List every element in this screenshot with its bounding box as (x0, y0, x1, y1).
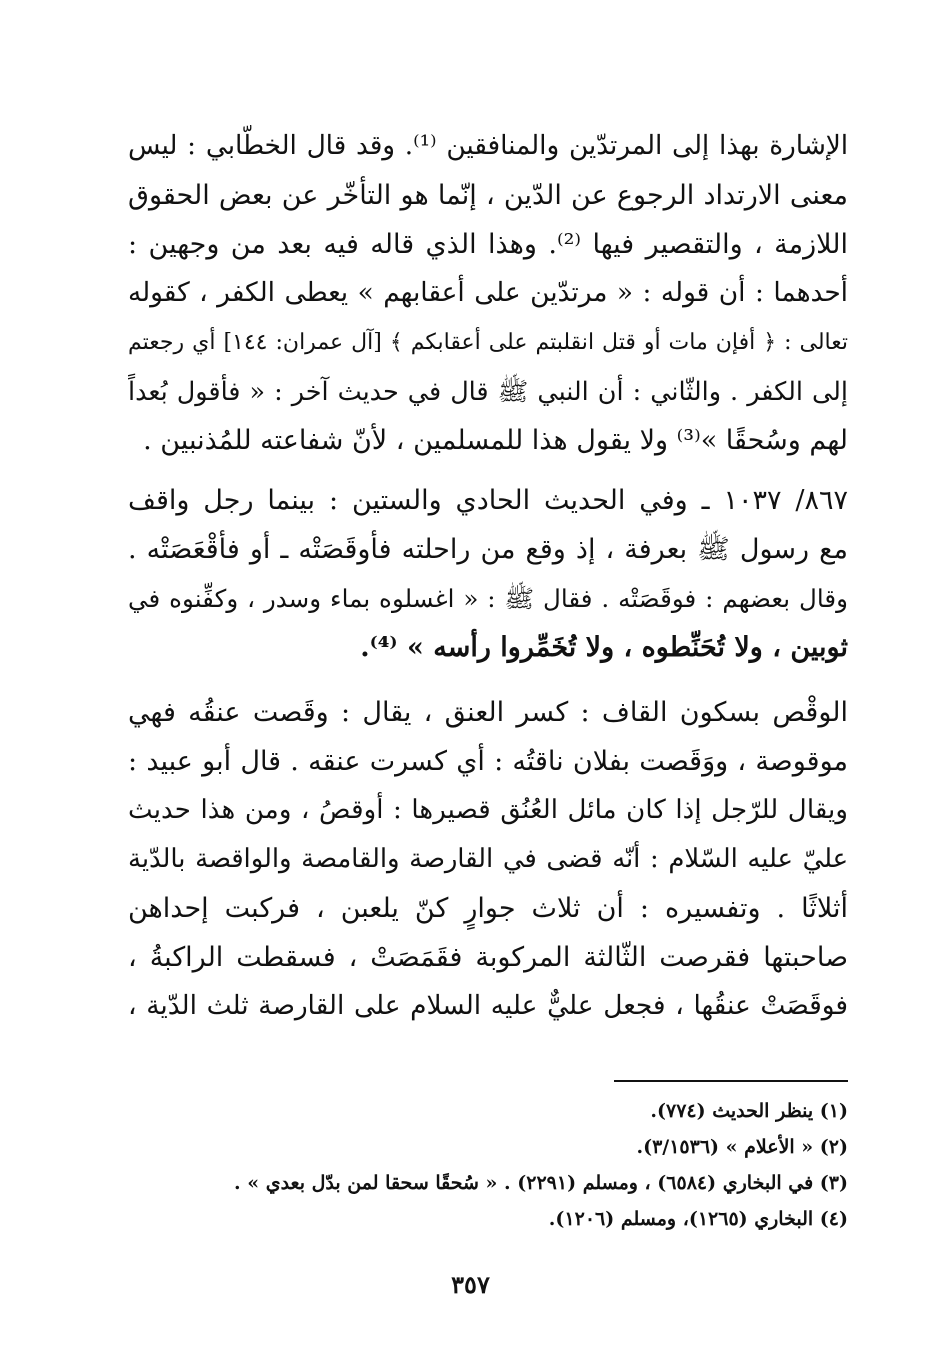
text-line: موقوصة ، ووَقَصت بفلان ناقتُه : أي كسرت عنقه . قال أبو عبيد : (128, 746, 848, 777)
footnote: (٢) « الأعلام » (٣/١٥٣٦). (636, 1136, 848, 1158)
text-line: إلى الكفر . والثّاني : أن النبي ﷺ قال في حديث آخر : « فأقول بُعداً (128, 376, 848, 406)
text-line: عليّ عليه السّلام : أنّه قضى في القارصة والقامصة والواقصة بالدّية (128, 844, 848, 874)
footnote: (٤) البخاري (١٢٦٥)، ومسلم (١٢٠٦). (548, 1208, 848, 1230)
text-line: وقال بعضهم : فوقَصَتْه . فقال ﷺ : « اغسلوه بماء وسدر ، وكفِّنوه في (128, 584, 848, 613)
footnotes (128, 1093, 848, 1237)
paragraph-2-hadith (128, 476, 848, 672)
page-number: ٣٥٧ (451, 1270, 490, 1299)
text-line: ثوبين ، ولا تُحَنِّطوه ، ولا تُخَمِّروا رأسه » ⁽⁴⁾. (360, 632, 848, 663)
footnote: (١) ينظر الحديث (٧٧٤). (650, 1100, 848, 1122)
text-line: الإشارة بهذا إلى المرتدّين والمنافقين ⁽¹⁾. وقد قال الخطّابي : ليس (128, 131, 848, 161)
footnote-separator (614, 1080, 848, 1082)
paragraph-1 (128, 122, 848, 465)
text-line: لهم وسُحقًا »⁽³⁾ ولا يقول هذا للمسلمين ، لأنّ شفاعته للمُذنبين . (143, 425, 848, 456)
text-line: أحدهما : أن قوله : « مرتدّين على أعقابهم » يعطى الكفر ، كقوله (128, 278, 848, 308)
hadith-heading-line: ٨٦٧/ ١٠٣٧ ـ وفي الحديث الحادي والستين : بينما رجل واقف (128, 485, 848, 516)
text-line: ويقال للرّجل إذا كان مائل العُنُق قصيرها : أوقصُ ، ومن هذا حديث (128, 795, 848, 825)
footnote: (٣) في البخاري (٦٥٨٤) ، ومسلم (٢٢٩١) . « سُحقًا سحقا لمن بدّل بعدي » . (233, 1172, 848, 1194)
text-line: فوقَصَتْ عنقُها ، فجعل عليٌّ عليه السلام على القارصة ثلث الدّية ، (128, 991, 848, 1021)
text-line: أثلاثًا . وتفسيره : أن ثلاث جوارٍ كنّ يلعبن ، فركبت إحداهن (128, 893, 848, 924)
text-line: تعالى : ﴿ أفإن مات أو قتل انقلبتم على أعقابكم ﴾ [آل عمران: ١٤٤] أي رجعتم (128, 330, 848, 355)
text-line: الوقْص بسكون القاف : كسر العنق ، يقال : وقَصت عنقُه فهي (128, 697, 848, 728)
text-line: مع رسول ﷺ بعرفة ، إذ وقع من راحلته فأوقَصَتْه ـ أو فأقْعَصَتْه . (128, 534, 848, 565)
paragraph-3 (128, 688, 848, 1031)
text-line: اللازمة ، والتقصير فيها ⁽²⁾. وهذا الذي قاله فيه بعد من وجهين : (128, 229, 848, 260)
text-line: صاحبتها فقرصت الثّالثة المركوبة فقَمَصَتْ ، فسقطت الراكبةُ ، (128, 942, 848, 973)
text-line: معنى الارتداد الرجوع عن الدّين ، إنّما هو التأخّر عن بعض الحقوق (128, 180, 848, 211)
